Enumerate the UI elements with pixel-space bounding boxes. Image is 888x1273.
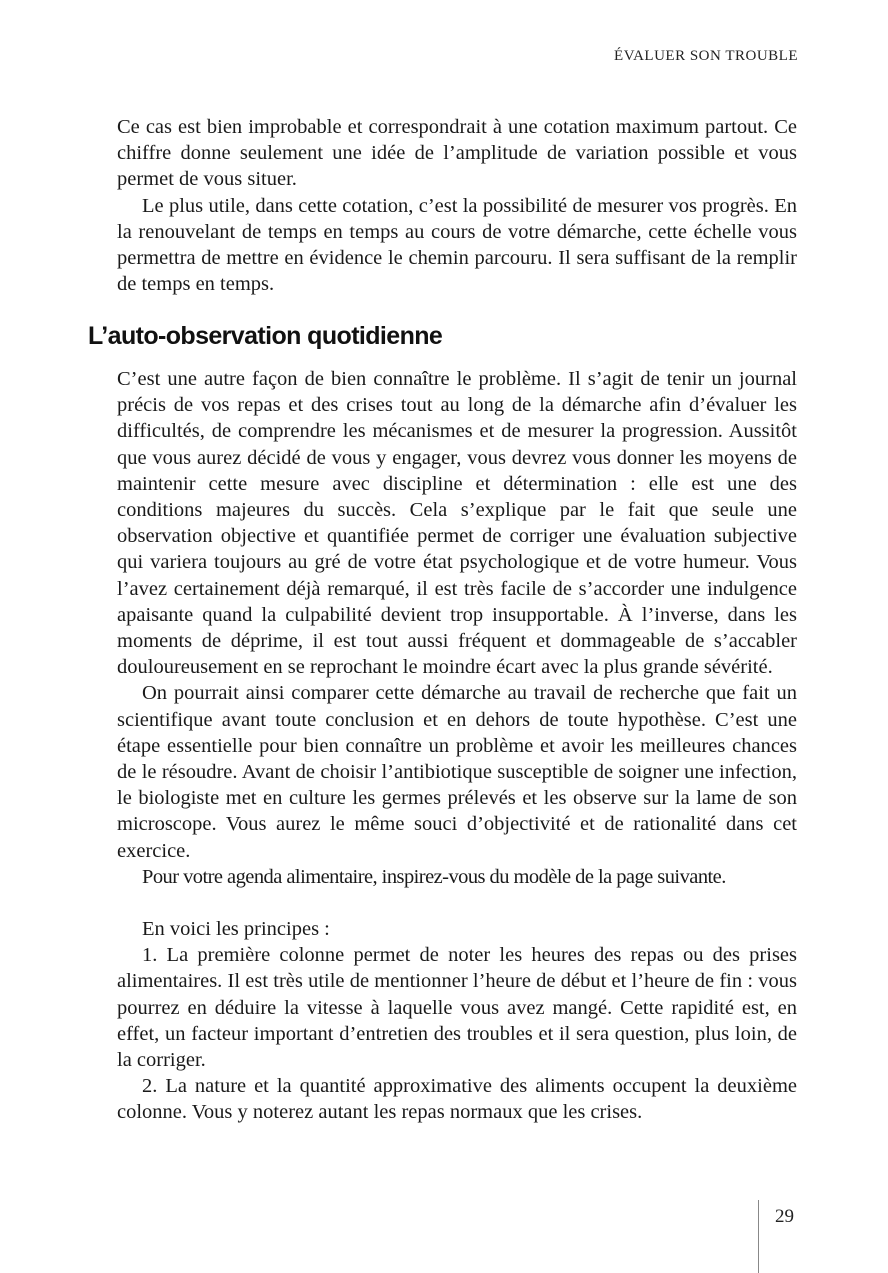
- page-number: 29: [775, 1206, 794, 1227]
- paragraph: Le plus utile, dans cette cotation, c’est la possibilité de mesurer vos progrès. En la renouvelant de temps en temps au cours de votre démarche, cette échelle vous permettra de mettre en évidence le chemin parcouru. Il sera suffisant de la remplir de temps en temps.: [117, 194, 797, 296]
- paragraph: En voici les principes :: [142, 918, 330, 941]
- section-text-block: [117, 366, 797, 1126]
- paragraph: C’est une autre façon de bien connaître le problème. Il s’agit de tenir un journal précis de vos repas et des crises tout au long de la démarche afin d’évaluer les difficultés, de comprendre les mécanismes et de mesurer la progression. Aussitôt que vous aurez décidé de vous y engager, vous devrez vous donner les moyens de maintenir cette mesure avec discipline et détermination : elle est une des conditions majeures du succès. Cela s’explique par le fait que seule une observation objective et quantifiée permet de corriger une évaluation subjective qui variera toujours au gré de votre état psychologique et de votre humeur. Vous l’avez certainement déjà remarqué, il est très facile de s’accorder une indulgence apaisante quand la culpabilité devient trop insupportable. À l’inverse, dans les moments de déprime, il est tout aussi fréquent et dommageable de s’accabler douloureusement en se reprochant le moindre écart avec la plus grande sévérité.: [117, 368, 797, 679]
- paragraph: Ce cas est bien improbable et correspondrait à une cotation maximum partout. Ce chiffre donne seulement une idée de l’amplitude de variation possible et vous permet de vous situer.: [117, 116, 797, 191]
- list-item: 1. La première colonne permet de noter les heures des repas ou des prises alimentaires. Il est très utile de mentionner l’heure de début et l’heure de fin : vous pourrez en déduire la vitesse à laquelle vous avez mangé. Cette rapidité est, en effet, un facteur important d’entretien des troubles et il sera question, plus loin, de la corriger.: [117, 944, 797, 1072]
- list-item: 2. La nature et la quantité approximative des aliments occupent la deuxième colonne. Vous y noterez autant les repas normaux que les crises.: [117, 1075, 797, 1124]
- intro-text-block: [117, 114, 797, 297]
- footer-rule: [758, 1200, 759, 1273]
- paragraph: On pourrait ainsi comparer cette démarche au travail de recherche que fait un scientifique avant toute conclusion et en dehors de toute hypothèse. C’est une étape essentielle pour bien connaître un problème et avoir les meilleures chances de le résoudre. Avant de choisir l’antibiotique susceptible de soigner une infection, le biologiste met en culture les germes prélevés et les observe sur la lame de son microscope. Vous aurez le même souci d’objectivité et de rationalité dans cet exercice.: [117, 682, 797, 862]
- section-heading: L’auto-observation quotidienne: [88, 322, 443, 350]
- paragraph-spacer: [117, 890, 797, 916]
- paragraph: Pour votre agenda alimentaire, inspirez-vous du modèle de la page suivante.: [142, 865, 726, 888]
- running-head: ÉVALUER SON TROUBLE: [614, 48, 798, 64]
